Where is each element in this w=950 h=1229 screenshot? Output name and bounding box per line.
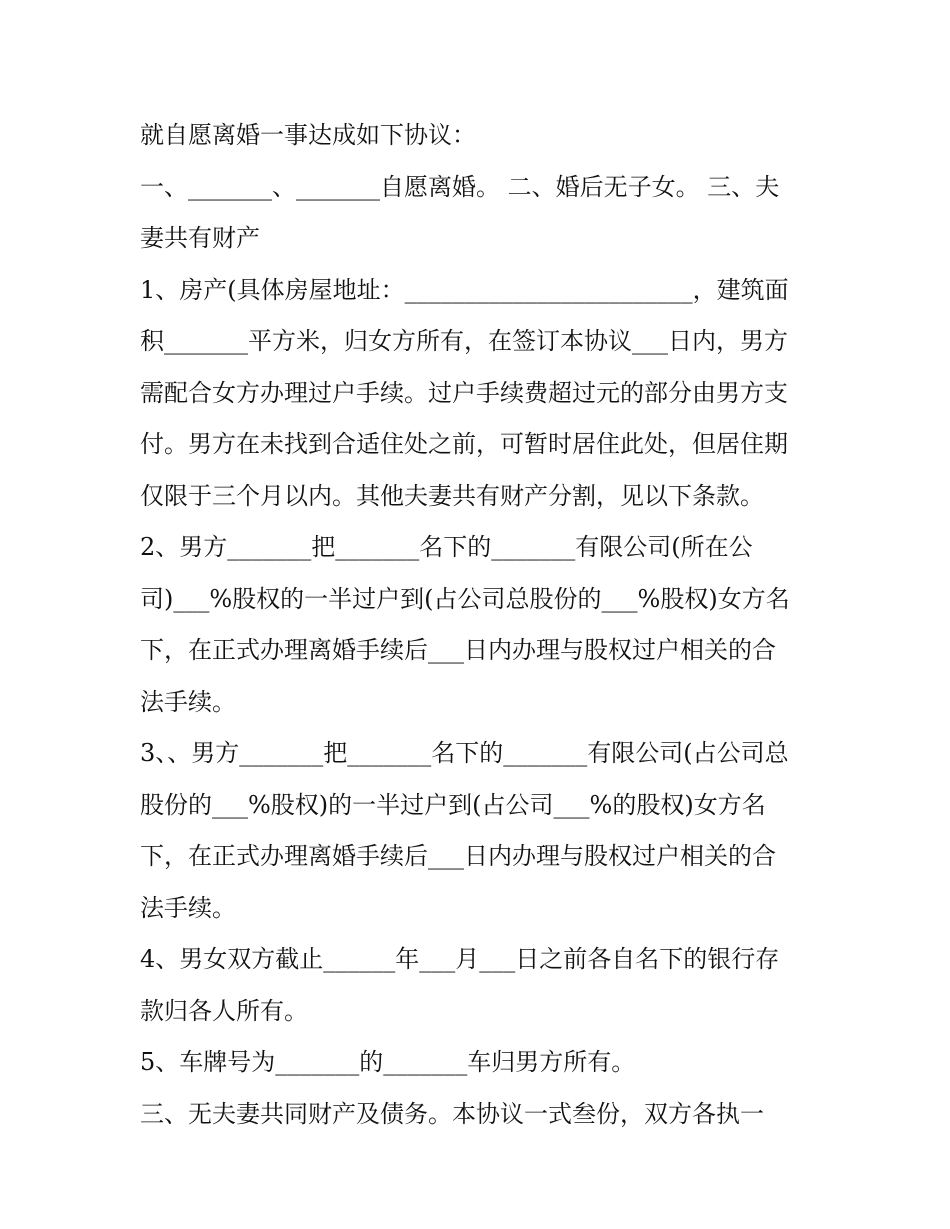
text-line: 股份的___%股权)的一半过户到(占公司___%的股权)女方名 — [140, 790, 766, 819]
text-line: 款归各人所有。 — [140, 996, 308, 1025]
text-line: 3、、男方_______把_______名下的_______有限公司(占公司总 — [140, 739, 789, 767]
text-line: 下，在正式办理离婚手续后___日内办理与股权过户相关的合 — [140, 842, 776, 870]
text-line: 就自愿离婚一事达成如下协议： — [140, 121, 476, 149]
text-line: 法手续。 — [140, 893, 236, 922]
text-line: 1、房产(具体房屋地址：________________________，建筑面 — [140, 275, 789, 304]
text-line: 仅限于三个月以内。其他夫妻共有财产分割，见以下条款。 — [140, 481, 764, 510]
text-line: 5、车牌号为_______的_______车归男方所有。 — [140, 1048, 636, 1076]
text-line: 妻共有财产 — [140, 224, 260, 252]
text-line: 积_______平方米，归女方所有，在签订本协议___日内，男方 — [140, 327, 788, 355]
text-line: 三、无夫妻共同财产及债务。本协议一式叁份，双方各执一 — [140, 1099, 764, 1128]
text-line: 下，在正式办理离婚手续后___日内办理与股权过户相关的合 — [140, 636, 776, 664]
text-line: 2、男方_______把_______名下的_______有限公司(所在公 — [140, 533, 753, 561]
text-line: 需配合女方办理过户手续。过户手续费超过元的部分由男方支 — [140, 378, 788, 407]
text-line: 4、男女双方截止______年___月___日之前各自名下的银行存 — [140, 945, 780, 973]
document-body — [140, 110, 820, 1140]
text-line: 一、_______、_______自愿离婚。 二、婚后无子女。 三、夫 — [140, 172, 780, 201]
text-line: 付。男方在未找到合适住处之前，可暂时居住此处，但居住期 — [140, 430, 788, 458]
text-line: 司)___%股权的一半过户到(占公司总股份的___%股权)女方名 — [140, 584, 790, 613]
text-line: 法手续。 — [140, 687, 236, 716]
